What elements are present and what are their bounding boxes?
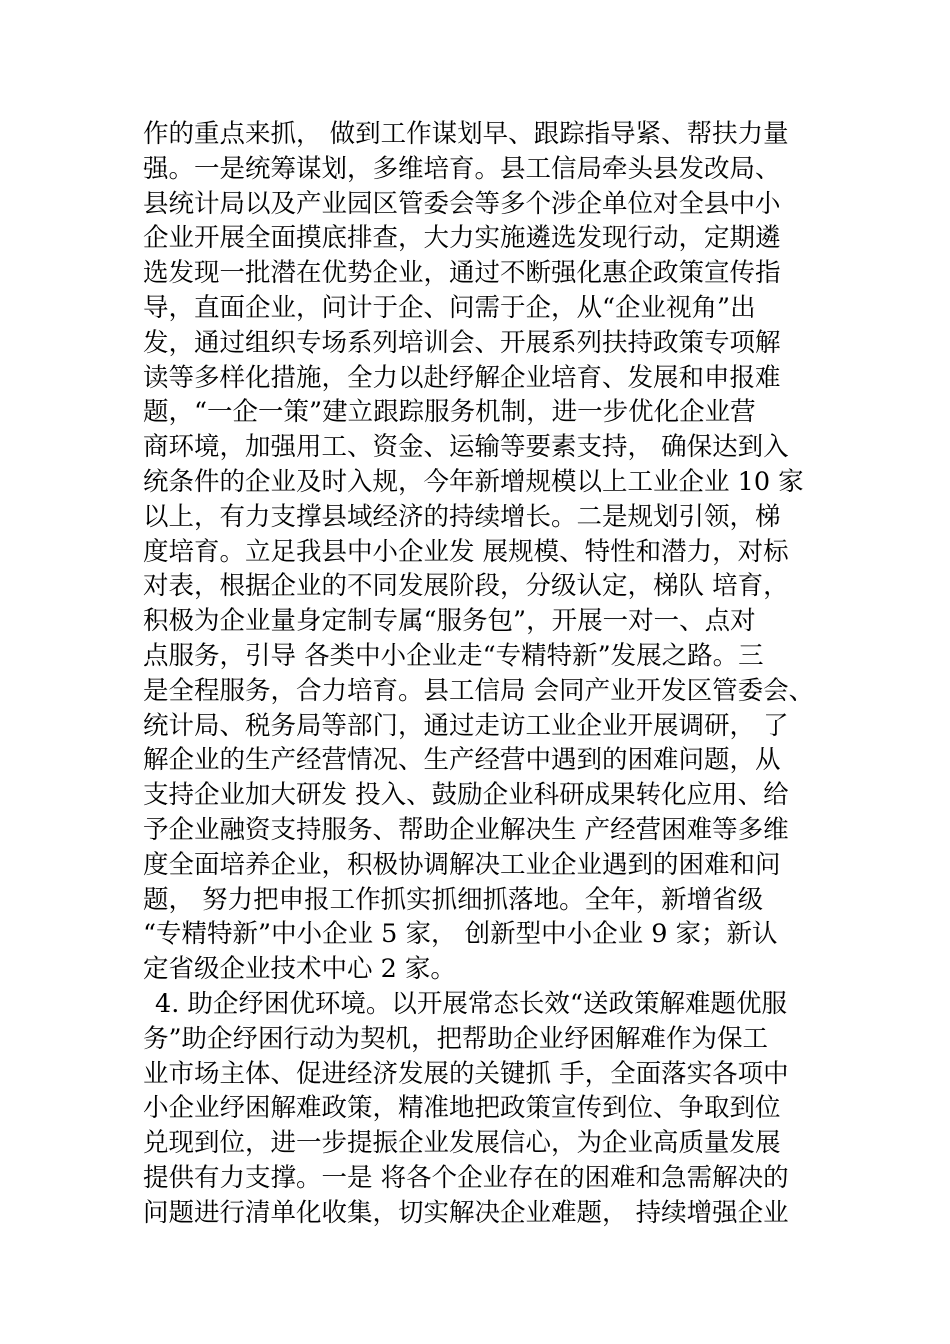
text-line: 题， 努力把申报工作抓实抓细抓落地。全年，新增省级: [143, 884, 764, 915]
text-line: 读等多样化措施，全力以赴纾解企业培育、发展和申报难: [143, 362, 781, 393]
text-line: 点服务，引导 各类中小企业走“专精特新”发展之路。三: [143, 640, 764, 671]
text-line: 选发现一批潜在优势企业，通过不断强化惠企政策宣传指: [143, 258, 781, 289]
text-line: 以上，有力支撑县域经济的持续增长。二是规划引领，梯: [143, 501, 781, 532]
text-line: 题，“一企一策”建立跟踪服务机制，进一步优化企业营: [143, 397, 756, 428]
text-line: 积极为企业量身定制专属“服务包”，开展一对一、点对: [143, 606, 756, 637]
text-line: 发，通过组织专场系列培训会、开展系列扶持政策专项解: [143, 327, 781, 358]
text-line: “专精特新”中小企业 5 家， 创新型中小企业 9 家；新认: [143, 919, 778, 950]
text-line: 提供有力支撑。一是 将各个企业存在的困难和急需解决的: [143, 1162, 789, 1193]
text-line: 统条件的企业及时入规，今年新增规模以上工业企业 10 家: [143, 466, 804, 497]
text-line: 予企业融资支持服务、帮助企业解决生 产经营困难等多维: [143, 814, 789, 845]
text-line: 度全面培养企业，积极协调解决工业企业遇到的困难和问: [143, 849, 781, 880]
text-line: 对表，根据企业的不同发展阶段，分级认定，梯队 培育，: [143, 571, 789, 602]
text-line: 度培育。立足我县中小企业发 展规模、特性和潜力，对标: [143, 536, 789, 567]
text-line: 企业开展全面摸底排查，大力实施遴选发现行动，定期遴: [143, 223, 781, 254]
text-line: 解企业的生产经营情况、生产经营中遇到的困难问题，从: [143, 745, 781, 776]
text-line: 是全程服务，合力培育。县工信局 会同产业开发区管委会、: [143, 675, 815, 706]
text-line: 支持企业加大研发 投入、鼓励企业科研成果转化应用、给: [143, 780, 789, 811]
text-line: 定省级企业技术中心 2 家。: [143, 954, 456, 985]
text-line: 问题进行清单化收集，切实解决企业难题， 持续增强企业: [143, 1197, 789, 1228]
section-heading-line: 4. 助企纾困优环境。以开展常态长效“送政策解难题优服: [155, 988, 787, 1019]
text-line: 小企业纾困解难政策，精准地把政策宣传到位、争取到位: [143, 1093, 781, 1124]
text-line: 商环境，加强用工、资金、运输等要素支持， 确保达到入: [143, 432, 789, 463]
text-line: 务”助企纾困行动为契机，把帮助企业纾困解难作为保工: [143, 1023, 769, 1054]
text-line: 兑现到位，进一步提振企业发展信心，为企业高质量发展: [143, 1128, 781, 1159]
text-line: 统计局、税务局等部门，通过走访工业企业开展调研， 了: [143, 710, 789, 741]
body-text: [143, 117, 843, 1231]
text-line: 业市场主体、促进经济发展的关键抓 手，全面落实各项中: [143, 1058, 789, 1089]
text-line: 强。一是统筹谋划，多维培育。县工信局牵头县发改局、: [143, 153, 781, 184]
text-line: 作的重点来抓， 做到工作谋划早、跟踪指导紧、帮扶力量: [143, 119, 789, 149]
text-line: 县统计局以及产业园区管委会等多个涉企单位对全县中小: [143, 188, 781, 219]
text-line: 导，直面企业，问计于企、问需于企，从“企业视角”出: [143, 292, 756, 323]
